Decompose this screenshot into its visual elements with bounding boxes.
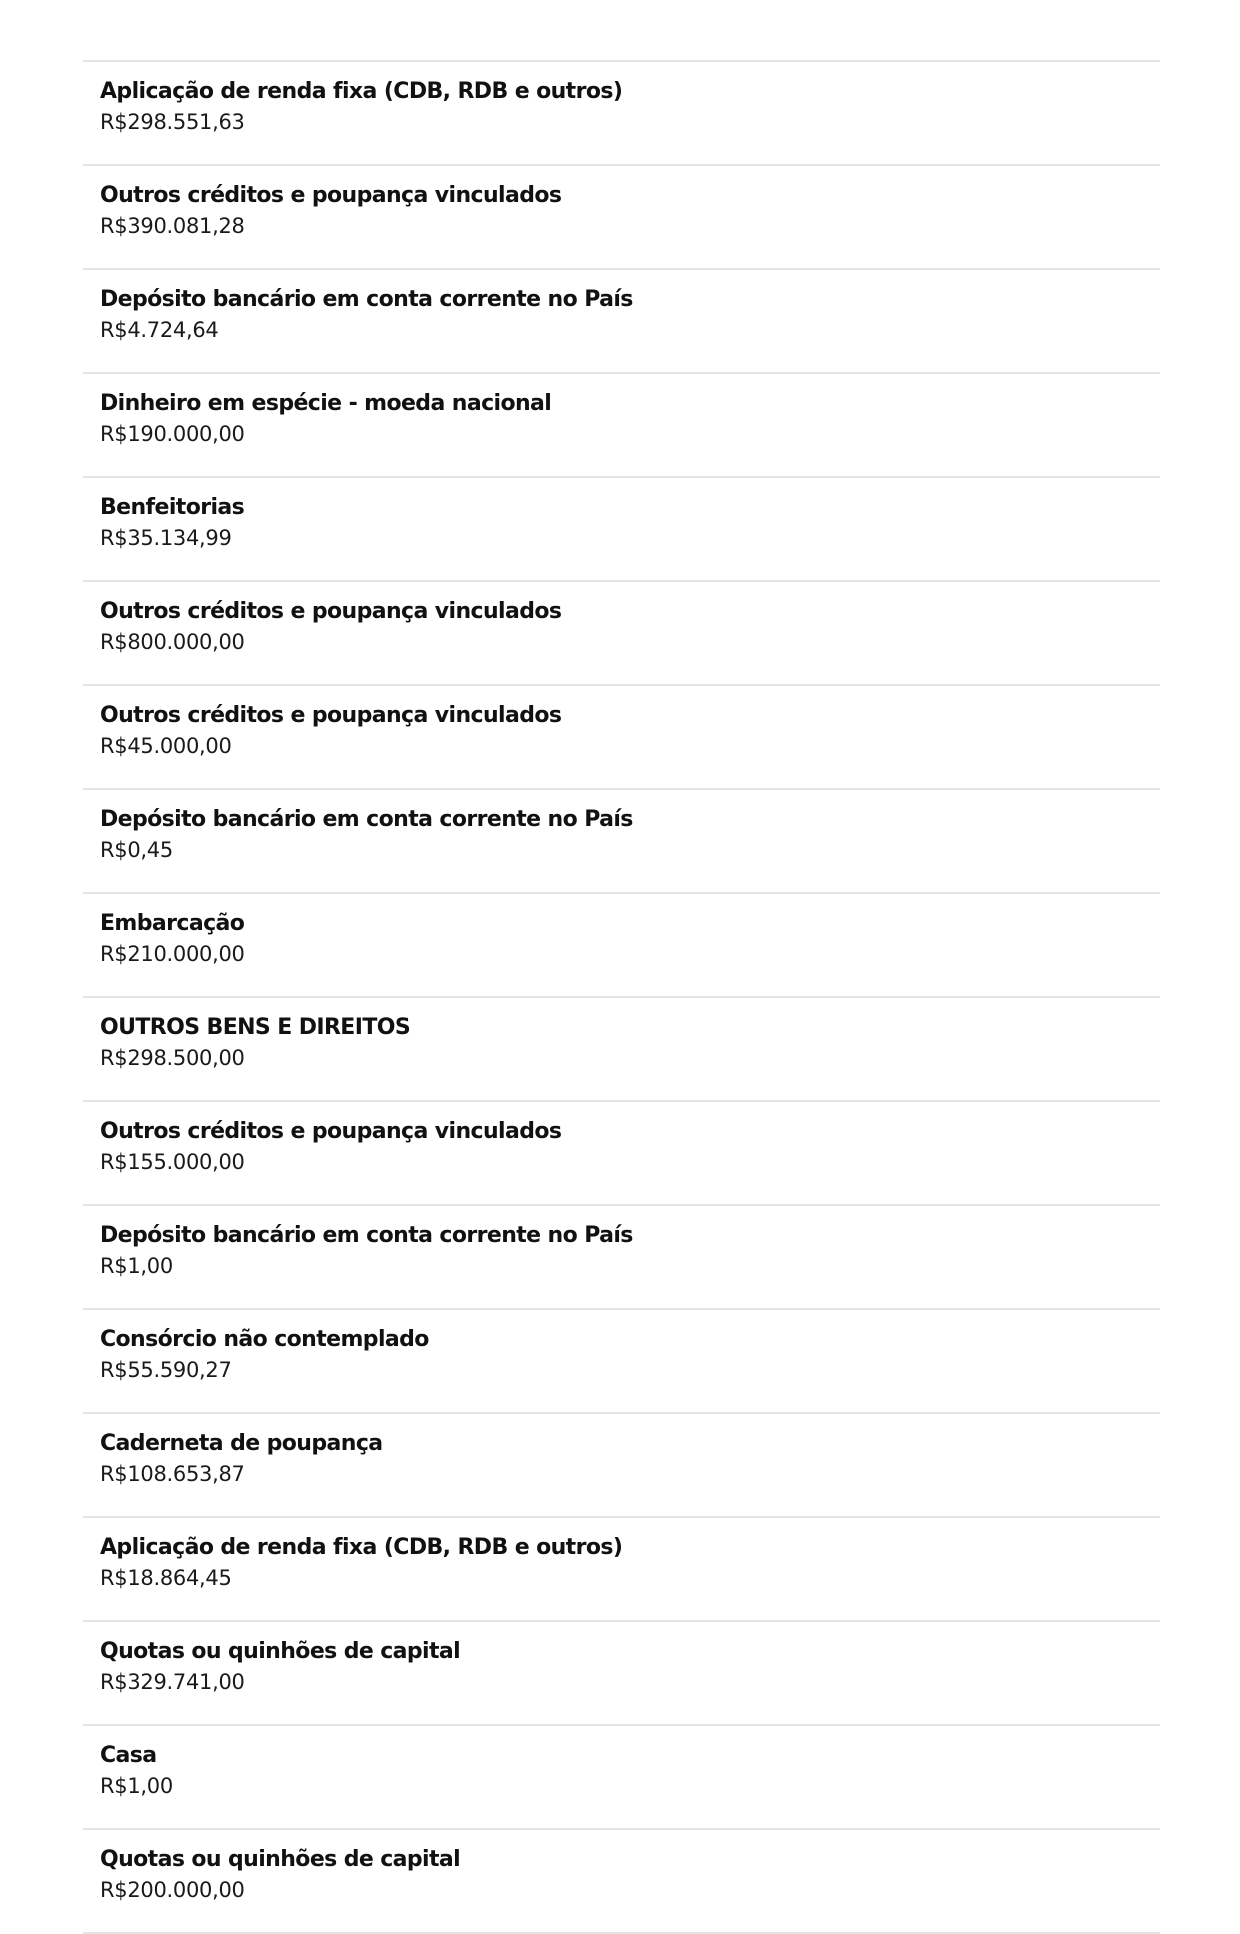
asset-value: R$155.000,00 xyxy=(100,1150,245,1174)
asset-list xyxy=(83,60,1160,1934)
list-item xyxy=(83,1622,1160,1726)
asset-value: R$45.000,00 xyxy=(100,734,232,758)
asset-value: R$18.864,45 xyxy=(100,1566,232,1590)
asset-value: R$35.134,99 xyxy=(100,526,232,550)
asset-name: Outros créditos e poupança vinculados xyxy=(100,183,562,208)
asset-value: R$1,00 xyxy=(100,1254,173,1278)
asset-value: R$210.000,00 xyxy=(100,942,245,966)
list-item xyxy=(83,894,1160,998)
asset-value: R$190.000,00 xyxy=(100,422,245,446)
asset-name: Consórcio não contemplado xyxy=(100,1327,429,1352)
asset-name: Outros créditos e poupança vinculados xyxy=(100,599,562,624)
list-item xyxy=(83,1414,1160,1518)
asset-value: R$298.551,63 xyxy=(100,110,245,134)
list-item xyxy=(83,790,1160,894)
asset-name: Depósito bancário em conta corrente no País xyxy=(100,1223,633,1248)
asset-name: Quotas ou quinhões de capital xyxy=(100,1639,461,1664)
list-item xyxy=(83,270,1160,374)
list-item xyxy=(83,1102,1160,1206)
asset-name: Outros créditos e poupança vinculados xyxy=(100,703,562,728)
list-item xyxy=(83,478,1160,582)
asset-name: Casa xyxy=(100,1743,157,1768)
list-item xyxy=(83,582,1160,686)
asset-value: R$200.000,00 xyxy=(100,1878,245,1902)
asset-value: R$390.081,28 xyxy=(100,214,245,238)
asset-name: Dinheiro em espécie - moeda nacional xyxy=(100,391,552,416)
asset-name: Aplicação de renda fixa (CDB, RDB e outros) xyxy=(100,1535,623,1560)
asset-name: Caderneta de poupança xyxy=(100,1431,383,1456)
asset-name: Benfeitorias xyxy=(100,495,245,520)
asset-name: Depósito bancário em conta corrente no País xyxy=(100,287,633,312)
asset-value: R$298.500,00 xyxy=(100,1046,245,1070)
list-item xyxy=(83,166,1160,270)
list-item xyxy=(83,1518,1160,1622)
asset-value: R$0,45 xyxy=(100,838,173,862)
asset-value: R$108.653,87 xyxy=(100,1462,245,1486)
list-item xyxy=(83,1206,1160,1310)
asset-value: R$800.000,00 xyxy=(100,630,245,654)
list-item xyxy=(83,62,1160,166)
list-item xyxy=(83,686,1160,790)
list-item xyxy=(83,1310,1160,1414)
asset-name: Quotas ou quinhões de capital xyxy=(100,1847,461,1872)
asset-name: Embarcação xyxy=(100,911,245,936)
asset-value: R$329.741,00 xyxy=(100,1670,245,1694)
asset-name: Aplicação de renda fixa (CDB, RDB e outros) xyxy=(100,79,623,104)
list-item xyxy=(83,1726,1160,1830)
asset-value: R$55.590,27 xyxy=(100,1358,232,1382)
list-item xyxy=(83,1830,1160,1934)
asset-name: Outros créditos e poupança vinculados xyxy=(100,1119,562,1144)
asset-name: Depósito bancário em conta corrente no País xyxy=(100,807,633,832)
asset-value: R$1,00 xyxy=(100,1774,173,1798)
list-item xyxy=(83,998,1160,1102)
asset-name: OUTROS BENS E DIREITOS xyxy=(100,1015,411,1040)
list-item xyxy=(83,374,1160,478)
asset-value: R$4.724,64 xyxy=(100,318,219,342)
